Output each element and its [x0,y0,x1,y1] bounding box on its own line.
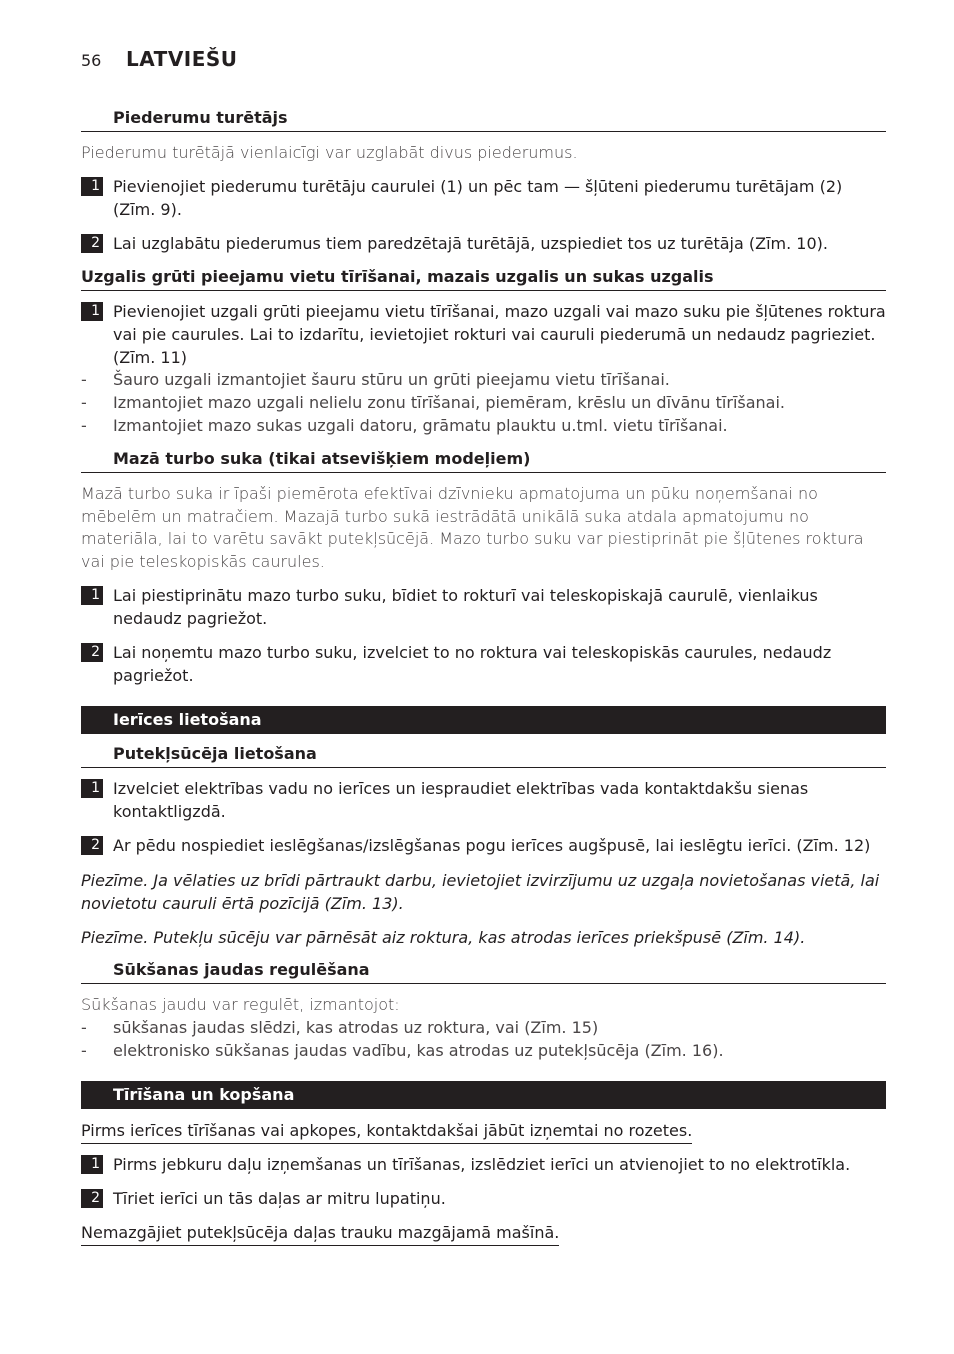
step-text: Pievienojiet piederumu turētāju caurulei (1) un pēc tam — šļūteni piederumu turētājam (2) (Zīm. 9). [113,177,843,219]
paragraph: Piederumu turētājā vienlaicīgi var uzglabāt divus piederumus. [81,143,578,162]
step-item [81,300,886,369]
warning: Pirms ierīces tīrīšanas vai apkopes, kontaktdakšai jābūt izņemtai no rozetes. [81,1119,692,1144]
step-item [81,1187,886,1210]
bullet-item [81,1039,886,1062]
section-heading-accessory-holder: Piederumu turētājs [81,108,886,132]
step-number: 2 [81,643,103,662]
step-item [81,641,886,687]
paragraph: Mazā turbo suka ir īpaši piemērota efektīvai dzīvnieku apmatojuma un pūku noņemšanai no mēbelēm un matračiem. Mazajā turbo sukā iestrādātā unikālā suka atdala apmatojumu no materiāla, lai to varētu savākt putekļsūcējā. Mazo turbo suku var piestiprināt pie šļūtenes roktura vai pie teleskopiskās caurules. [81,484,864,571]
step-item [81,232,886,255]
step-text: Pievienojiet uzgali grūti pieejamu vietu tīrīšanai, mazo uzgali vai mazo suku pie šļūtenes roktura vai pie caurules. Lai to izdarītu, ievietojiet rokturi vai cauruli piederumā un nedaudz pagrieziet. (Zīm. 11) [113,302,886,367]
section-heading-using-vacuum: Putekļsūcēja lietošana [81,744,886,768]
bullet-dash: - [81,1018,87,1037]
step-text: Ar pēdu nospiediet ieslēgšanas/izslēgšanas pogu ierīces augšpusē, lai ieslēgtu ierīci. (Zīm. 12) [113,836,871,855]
bullet-item [81,1016,886,1039]
step-number: 1 [81,177,103,196]
step-item [81,777,886,823]
bullet-dash: - [81,416,87,435]
page-header [81,47,238,71]
step-number: 1 [81,1155,103,1174]
step-number: 2 [81,234,103,253]
step-text: Izvelciet elektrības vadu no ierīces un iespraudiet elektrības vada kontaktdakšu sienas kontaktligzdā. [113,779,809,821]
bullet-dash: - [81,370,87,389]
step-number: 1 [81,586,103,605]
step-number: 1 [81,779,103,798]
bullet-text: elektronisko sūkšanas jaudas vadību, kas atrodas uz putekļsūcēja (Zīm. 16). [113,1041,724,1060]
bullet-dash: - [81,1041,87,1060]
bullet-text: Šauro uzgali izmantojiet šauru stūru un grūti pieejamu vietu tīrīšanai. [113,370,670,389]
section-heading-suction-power: Sūkšanas jaudas regulēšana [81,960,886,984]
page-number: 56 [81,51,102,70]
step-text: Lai piestiprinātu mazo turbo suku, bīdiet to rokturī vai teleskopiskajā caurulē, vienlaikus nedaudz pagriežot. [113,586,818,628]
step-item [81,834,886,857]
bullet-text: Izmantojiet mazo uzgali nelielu zonu tīrīšanai, piemēram, krēslu un dīvānu tīrīšanai. [113,393,786,412]
chapter-bar-using-appliance: Ierīces lietošana [81,706,886,734]
language-title: LATVIEŠU [126,47,238,71]
bullet-item [81,368,886,391]
step-item [81,584,886,630]
chapter-bar-cleaning: Tīrīšana un kopšana [81,1081,886,1109]
step-text: Pirms jebkuru daļu izņemšanas un tīrīšanas, izslēdziet ierīci un atvienojiet to no elektrotīkla. [113,1155,851,1174]
bullet-text: sūkšanas jaudas slēdzi, kas atrodas uz roktura, vai (Zīm. 15) [113,1018,599,1037]
bullet-text: Izmantojiet mazo sukas uzgali datoru, grāmatu plauktu u.tml. vietu tīrīšanai. [113,416,728,435]
step-text: Lai uzglabātu piederumus tiem paredzētajā turētājā, uzspiediet tos uz turētāja (Zīm. 10). [113,234,828,253]
section-heading-nozzles: Uzgalis grūti pieejamu vietu tīrīšanai, mazais uzgalis un sukas uzgalis [81,267,886,291]
step-number: 2 [81,836,103,855]
warning: Nemazgājiet putekļsūcēja daļas trauku mazgājamā mašīnā. [81,1221,559,1246]
note: Piezīme. Ja vēlaties uz brīdi pārtraukt darbu, ievietojiet izvirzījumu uz uzgaļa novietošanas vietā, lai novietotu cauruli ērtā pozīcijā (Zīm. 13). [81,871,880,913]
step-item [81,1153,886,1176]
step-number: 1 [81,302,103,321]
step-text: Lai noņemtu mazo turbo suku, izvelciet to no roktura vai teleskopiskās caurules, nedaudz pagriežot. [113,643,832,685]
bullet-dash: - [81,393,87,412]
bullet-item [81,414,886,437]
paragraph: Sūkšanas jaudu var regulēt, izmantojot: [81,995,400,1014]
step-number: 2 [81,1189,103,1208]
section-heading-turbo-brush: Mazā turbo suka (tikai atsevišķiem modeļiem) [81,449,886,473]
note: Piezīme. Putekļu sūcēju var pārnēsāt aiz roktura, kas atrodas ierīces priekšpusē (Zīm. 14). [81,928,806,947]
step-text: Tīriet ierīci un tās daļas ar mitru lupatiņu. [113,1189,446,1208]
bullet-item [81,391,886,414]
step-item [81,175,886,221]
